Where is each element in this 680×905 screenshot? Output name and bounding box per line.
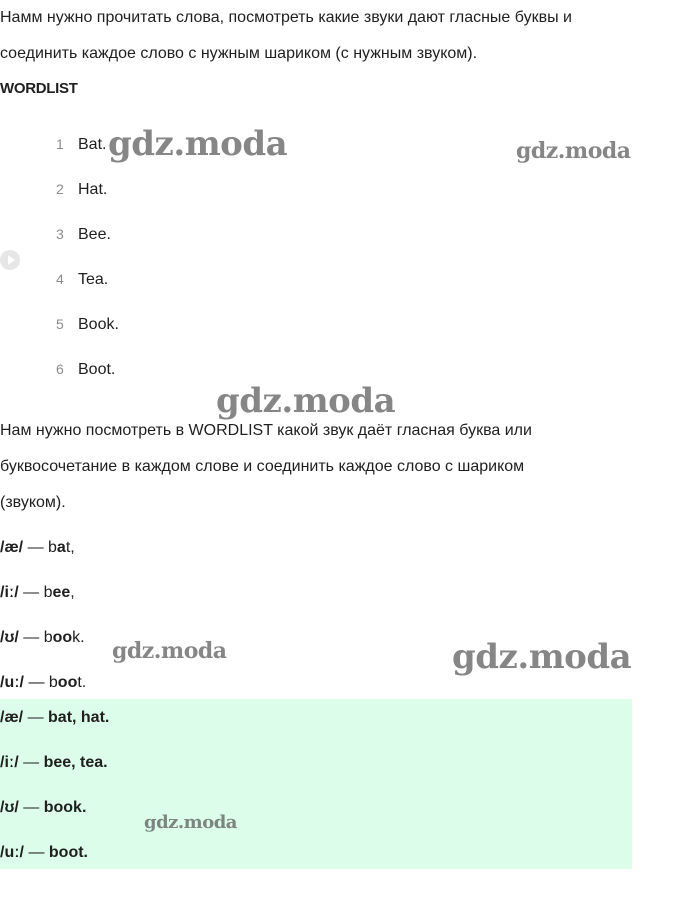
sound-dash: — [18, 629, 44, 646]
watermark: gdz.moda [216, 381, 396, 421]
item-number: 5 [56, 316, 64, 332]
answer-words: bee, tea. [43, 754, 108, 771]
watermark: gdz.moda [516, 138, 631, 164]
word-part: b [48, 539, 57, 556]
intro-line-2: соединить каждое слово с нужным шариком (с нужным звуком). [0, 45, 478, 62]
explanation-line-2: буквосочетание в каждом слове и соединить каждое слово с шариком [0, 458, 525, 475]
intro-line-1: Намм нужно прочитать слова, посмотреть какие звуки дают гласные буквы и [0, 9, 572, 26]
watermark: gdz.moda [144, 812, 237, 833]
sound-dash: — [18, 799, 44, 816]
sound-symbol: /uː/ [0, 674, 24, 691]
wordlist-item [56, 268, 108, 291]
word-part: t. [77, 674, 87, 691]
watermark: gdz.moda [112, 638, 227, 664]
answer-row [0, 752, 108, 774]
word-vowel: ee [52, 584, 71, 601]
sound-dash: — [24, 674, 49, 691]
answer-row [0, 707, 109, 729]
wordlist-item [56, 133, 106, 156]
explanation-line-1: Нам нужно посмотреть в WORDLIST какой звук даёт гласная буква или [0, 422, 532, 439]
watermark: gdz.moda [108, 124, 288, 164]
item-word: Tea. [78, 271, 109, 288]
sound-dash: — [23, 539, 49, 556]
watermark: gdz.moda [452, 637, 632, 677]
sound-symbol: /æ/ [0, 539, 24, 556]
item-word: Boot. [78, 361, 116, 378]
sound-symbol: /iː/ [0, 754, 19, 771]
explanation-line-3: (звуком). [0, 494, 66, 511]
item-number: 2 [56, 181, 64, 197]
item-number: 4 [56, 271, 64, 287]
item-word: Book. [78, 316, 119, 333]
sound-row [0, 582, 75, 604]
word-part: k. [72, 629, 85, 646]
item-word: Hat. [78, 181, 108, 198]
sound-symbol: /ʊ/ [0, 799, 19, 816]
answer-row [0, 842, 88, 864]
wordlist-item [56, 178, 107, 201]
item-number: 3 [56, 226, 64, 242]
word-part: b [48, 674, 58, 691]
sound-row [0, 672, 86, 694]
wordlist-item [56, 313, 119, 336]
sound-dash: — [18, 754, 44, 771]
wordlist-item [56, 223, 111, 246]
word-part: b [43, 629, 53, 646]
answer-words: book. [43, 799, 87, 816]
wordlist-heading: WORDLIST [0, 80, 78, 97]
play-audio-icon[interactable] [0, 250, 20, 270]
word-part: t, [65, 539, 75, 556]
sound-symbol: /ʊ/ [0, 629, 19, 646]
sound-row [0, 627, 85, 649]
word-part: b [43, 584, 53, 601]
sound-dash: — [23, 709, 49, 726]
item-word: Bat. [78, 136, 107, 153]
answer-words: bat, hat. [48, 709, 110, 726]
item-number: 1 [56, 136, 64, 152]
wordlist-item [56, 358, 115, 381]
sound-row [0, 537, 75, 559]
sound-dash: — [18, 584, 44, 601]
sound-symbol: /uː/ [0, 844, 24, 861]
item-word: Bee. [78, 226, 111, 243]
answer-row [0, 797, 86, 819]
word-vowel: oo [57, 674, 78, 691]
item-number: 6 [56, 361, 64, 377]
word-vowel: oo [52, 629, 73, 646]
sound-dash: — [24, 844, 49, 861]
sound-symbol: /æ/ [0, 709, 24, 726]
answer-words: boot. [48, 844, 88, 861]
word-part: , [70, 584, 75, 601]
sound-symbol: /iː/ [0, 584, 19, 601]
word-vowel: a [56, 539, 66, 556]
